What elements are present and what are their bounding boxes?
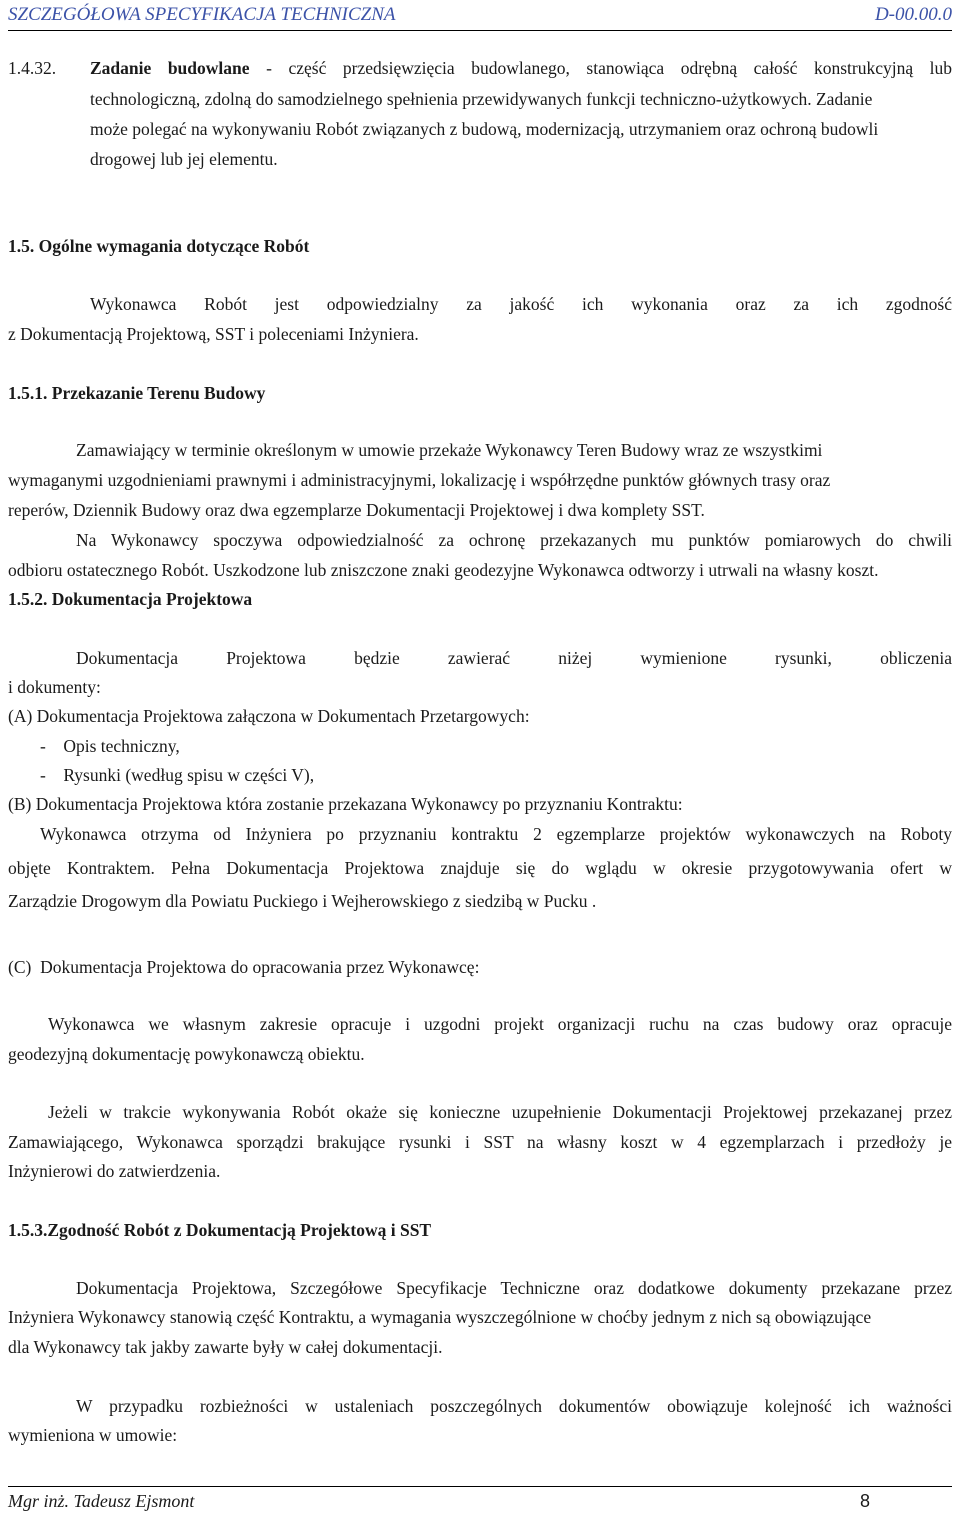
text-line: reperów, Dziennik Budowy oraz dwa egzemplarze Dokumentacji Projektowej i dwa komplety SST. <box>8 500 705 520</box>
document-code: D-00.00.0 <box>874 4 952 25</box>
section-heading-1-5-3 <box>8 1220 952 1241</box>
list-item: (C) Dokumentacja Projektowa do opracowania przez Wykonawcę: <box>8 957 480 977</box>
text-line: Wykonawca we własnym zakresie opracuje i uzgodni projekt organizacji ruchu na czas budowy oraz opracuje <box>48 1014 952 1034</box>
text-line: może polegać na wykonywaniu Robót związanych z budową, modernizacją, utrzymaniem oraz ochroną budowli <box>90 119 879 139</box>
text-line: - część przedsięwzięcia budowlanego, stanowiąca odrębną całość konstrukcyjną lub <box>266 58 953 78</box>
text-line: Wykonawca otrzyma od Inżyniera po przyznaniu kontraktu 2 egzemplarze projektów wykonawczych na Roboty <box>40 824 952 844</box>
text-line: Zarządzie Drogowym dla Powiatu Puckiego i Wejherowskiego z siedzibą w Pucku . <box>8 891 597 911</box>
text-line: Zamawiającego, Wykonawca sporządzi brakujące rysunki i SST na własny koszt w 4 egzemplarzach i przedłoży je <box>8 1132 952 1152</box>
text-line: Jeżeli w trakcie wykonywania Robót okaże się konieczne uzupełnienie Dokumentacji Projektowej przekazanej przez <box>48 1102 952 1122</box>
text-line: wymieniona w umowie: <box>8 1425 178 1445</box>
definition-1-4-32 <box>8 58 952 79</box>
text-line: dla Wykonawcy tak jakby zawarte były w całej dokumentacji. <box>8 1337 443 1357</box>
list-item: - Opis techniczny, <box>40 736 180 756</box>
definition-term: Zadanie budowlane <box>90 58 250 78</box>
text-line: z Dokumentacją Projektową, SST i poleceniami Inżyniera. <box>8 324 419 344</box>
heading-text: 1.5.1. Przekazanie Terenu Budowy <box>8 383 266 403</box>
text-line: Inżynierowi do zatwierdzenia. <box>8 1161 221 1181</box>
list-item: - Rysunki (według spisu w części V), <box>40 765 315 785</box>
text-line: Dokumentacja Projektowa, Szczegółowe Specyfikacje Techniczne oraz dodatkowe dokumenty przekazane przez <box>76 1278 952 1298</box>
definition-number: 1.4.32. <box>8 58 57 78</box>
text-line: Inżyniera Wykonawcy stanowią część Kontraktu, a wymagania wyszczególnione w choćby jednym z nich są obowiązujące <box>8 1307 872 1327</box>
list-item: (B) Dokumentacja Projektowa która zostanie przekazana Wykonawcy po przyznaniu Kontraktu: <box>8 794 683 814</box>
text-line: wymaganymi uzgodnieniami prawnymi i administracyjnymi, lokalizację i współrzędne punktów głównych trasy oraz <box>8 470 831 490</box>
text-line: objęte Kontraktem. Pełna Dokumentacja Projektowa znajduje się do wglądu w okresie przygotowywania ofert w <box>8 858 952 878</box>
page-footer <box>8 1486 952 1517</box>
text-line: i dokumenty: <box>8 677 101 697</box>
heading-text: 1.5. Ogólne wymagania dotyczące Robót <box>8 236 310 256</box>
page-number: 8 <box>859 1491 870 1511</box>
author: Mgr inż. Tadeusz Ejsmont <box>8 1491 195 1511</box>
page-header <box>8 0 952 31</box>
text-line: Wykonawca Robót jest odpowiedzialny za jakość ich wykonania oraz za ich zgodność <box>90 294 952 314</box>
list-item: (A) Dokumentacja Projektowa załączona w Dokumentach Przetargowych: <box>8 706 530 726</box>
text-line: W przypadku rozbieżności w ustaleniach poszczególnych dokumentów obowiązuje kolejność ich ważności <box>76 1396 952 1416</box>
text-line: Dokumentacja Projektowa będzie zawierać niżej wymienione rysunki, obliczenia <box>76 648 952 668</box>
text-line: geodezyjną dokumentację powykonawczą obiektu. <box>8 1044 365 1064</box>
text-line: Na Wykonawcy spoczywa odpowiedzialność za ochronę przekazanych mu punktów pomiarowych do chwili <box>76 530 952 550</box>
text-line: odbioru ostatecznego Robót. Uszkodzone lub zniszczone znaki geodezyjne Wykonawca odtworzy i utrwali na własny koszt. <box>8 560 879 580</box>
heading-text: 1.5.3.Zgodność Robót z Dokumentacją Projektową i SST <box>8 1220 432 1240</box>
section-heading-1-5-1 <box>8 383 952 404</box>
text-line: drogowej lub jej elementu. <box>90 149 278 169</box>
text-line: technologiczną, zdolną do samodzielnego spełnienia przewidywanych funkcji techniczno-użytkowych. Zadanie <box>90 89 873 109</box>
section-heading-1-5-2 <box>8 589 952 610</box>
text-line: Zamawiający w terminie określonym w umowie przekaże Wykonawcy Teren Budowy wraz ze wszystkimi <box>76 440 823 460</box>
definition-first-line <box>90 58 952 79</box>
document-title: SZCZEGÓŁOWA SPECYFIKACJA TECHNICZNA <box>8 4 396 25</box>
section-heading-1-5 <box>8 236 952 257</box>
heading-text: 1.5.2. Dokumentacja Projektowa <box>8 589 253 609</box>
